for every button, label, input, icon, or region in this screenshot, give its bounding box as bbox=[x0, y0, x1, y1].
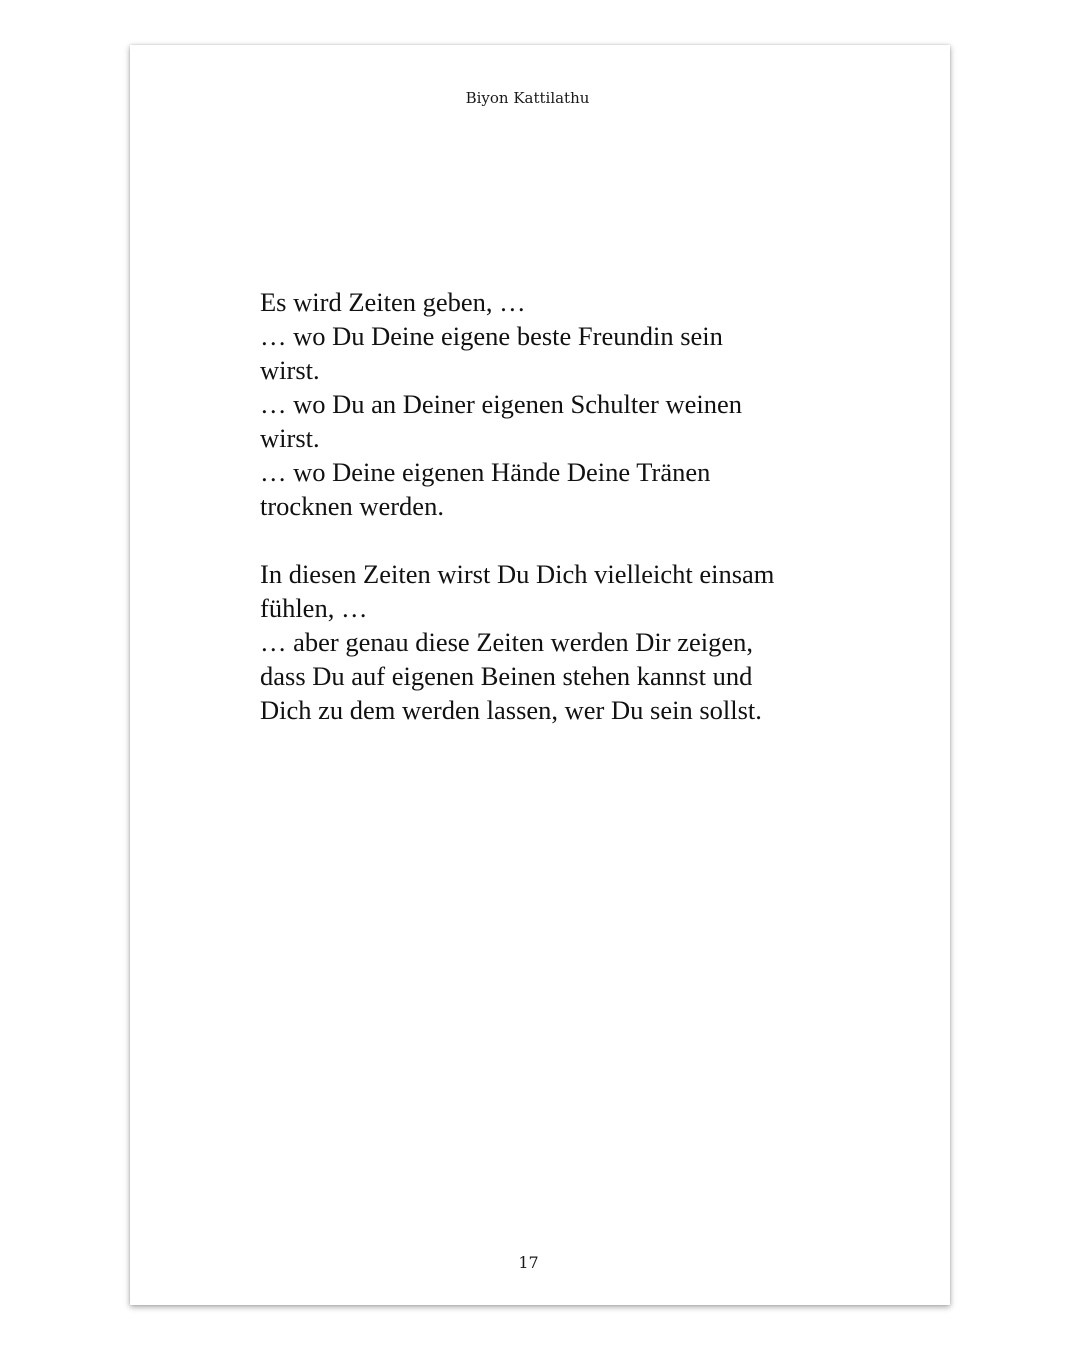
poem-line: trocknen werden. bbox=[260, 491, 444, 521]
stanza-2 bbox=[260, 557, 820, 727]
poem-line: … aber genau diese Zeiten werden Dir zeigen, bbox=[260, 627, 753, 657]
poem-line: … wo Du Deine eigene beste Freundin sein bbox=[260, 321, 723, 351]
poem-body bbox=[260, 285, 820, 761]
book-page bbox=[130, 45, 950, 1305]
poem-line: In diesen Zeiten wirst Du Dich vielleicht einsam bbox=[260, 559, 775, 589]
page-number: 17 bbox=[518, 1253, 539, 1272]
poem-line: wirst. bbox=[260, 423, 320, 453]
poem-line: wirst. bbox=[260, 355, 320, 385]
poem-line: Es wird Zeiten geben, … bbox=[260, 287, 526, 317]
poem-line: Dich zu dem werden lassen, wer Du sein sollst. bbox=[260, 695, 762, 725]
poem-line: … wo Deine eigenen Hände Deine Tränen bbox=[260, 457, 711, 487]
poem-line: dass Du auf eigenen Beinen stehen kannst und bbox=[260, 661, 753, 691]
stanza-1 bbox=[260, 285, 820, 523]
poem-line: fühlen, … bbox=[260, 593, 368, 623]
poem-line: … wo Du an Deiner eigenen Schulter weinen bbox=[260, 389, 742, 419]
running-header-author: Biyon Kattilathu bbox=[465, 89, 590, 107]
